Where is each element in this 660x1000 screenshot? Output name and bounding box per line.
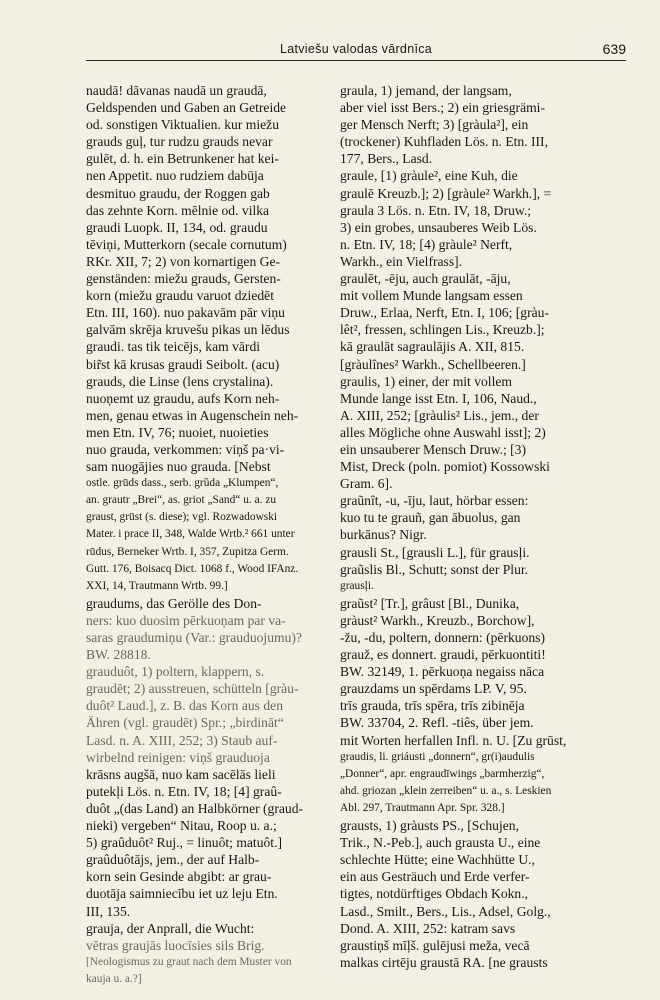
text-line: III, 135.	[86, 903, 131, 919]
page-number: 639	[602, 41, 626, 57]
text-line: putekļi Lös. n. Etn. IV, 18; [4] graû-	[86, 783, 282, 799]
text-line: BW. 32149, 1. pērkuoņa negaiss nāca	[340, 664, 545, 680]
text-line: men, genau etwas in Augenschein neh-	[86, 407, 299, 423]
text-line: vētras graujās luocīsies sils Brig.	[86, 937, 265, 953]
right-column	[340, 82, 626, 971]
text-line: Gutt. 176, Boisacq Dict. 1068 f., Wood IFAnz.	[86, 562, 299, 575]
text-line: nen Appetit. nuo rudziem dabūja	[86, 168, 264, 184]
text-line: Geldspenden und Gaben an Getreide	[86, 100, 287, 116]
text-line: kauja u. a.?]	[86, 972, 142, 985]
text-line: graule, [1) gràule², eine Kuh, die	[340, 168, 518, 184]
text-line: nuoņemt uz graudu, aufs Korn neh-	[86, 390, 280, 406]
text-line: duotāja saimniecību iet uz leju Etn.	[86, 886, 278, 902]
text-line: naudā! dāvanas naudā un graudā,	[86, 83, 267, 98]
text-line: grauja, der Anprall, die Wucht:	[86, 920, 255, 936]
text-line: graũst² [Tr.], grâust [Bl., Dunika,	[340, 595, 520, 611]
text-line: wirbelnd reinigen: viņš grauduoja	[86, 749, 270, 765]
text-line: graudi. tas tik teicējs, kam vārdi	[86, 339, 261, 355]
text-line: [gràulînes² Warkh., Schellbeeren.]	[340, 356, 526, 372]
text-line: Mater. i prace II, 348, Walde Wrtb.² 661 unter	[86, 528, 295, 541]
text-line: -žu, -du, poltern, donnern: (pērkuons)	[340, 630, 545, 645]
text-line: tigtes, notdürftiges Obdach Kokn.,	[340, 886, 529, 902]
text-line: bir̃st kā krusas graudi Seibolt. (acu)	[86, 356, 280, 372]
text-line: grauž, es donnert. graudi, pērkuontiti!	[340, 647, 546, 663]
text-line: ostle. grūds dass., serb. grȕda „Klumpen“,	[86, 477, 279, 490]
text-line: graũnît, -u, -īju, laut, hörbar essen:	[340, 493, 529, 509]
text-line: Etn. III, 160). nuo pakavām pār viņu	[86, 305, 285, 321]
text-line: nuo grauda, verkommen: viņš pa·vi-	[86, 441, 285, 457]
text-line: graulis, 1) einer, der mit vollem	[340, 373, 512, 389]
text-line: „Donner“, apr. engraudīwings „barmherzig“,	[340, 767, 545, 780]
text-line: kuo tu te grauñ, gan ābuolus, gan	[340, 510, 521, 526]
text-line: malkas cirtēju graustā RA. [ne grausts	[340, 954, 548, 970]
text-line: graûduôtājs, jem., der auf Halb-	[86, 852, 260, 868]
text-line: A. XIII, 252; [gràulis² Lis., jem., der	[340, 407, 539, 423]
text-line: duôt „(das Land) an Halbkörner (graud-	[86, 800, 304, 816]
text-line: gràust² Warkh., Kreuzb., Borchow],	[340, 612, 535, 628]
text-line: ger Mensch Nerft; 3) [gràula²], ein	[340, 117, 529, 133]
text-line: Munde lange isst Etn. I, 106, Naud.,	[340, 390, 537, 406]
text-line: graudi Luopk. II, 134, od. graudu	[86, 219, 268, 235]
text-line: ahd. griozan „klein zerreiben“ u. a., s. Leskien	[340, 784, 552, 797]
text-line: desmituo graudu, der Roggen gab	[86, 185, 270, 201]
text-line: korn sein Gesinde abgibt: ar grau-	[86, 869, 272, 885]
text-line: tēviņi, Mutterkorn (secale cornutum)	[86, 236, 287, 252]
left-column	[86, 82, 312, 988]
text-line: saras graudumiņu (Var.: grauduojumu)?	[86, 630, 302, 645]
text-line: graula, 1) jemand, der langsam,	[340, 83, 512, 98]
text-line: grauds, die Linse (lens crystalina).	[86, 373, 274, 389]
text-line: mit vollem Munde langsam essen	[340, 288, 523, 304]
text-line: ners: kuo duosim pērkuoņam par va-	[86, 612, 286, 628]
text-line: ein aus Gesträuch und Erde verfer-	[340, 869, 530, 885]
text-line: korn (miežu graudu varuot dziedēt	[86, 288, 274, 304]
text-line: grausļi.	[340, 579, 374, 592]
text-line: Dond. A. XIII, 252: katram savs	[340, 920, 516, 936]
text-line: men Etn. IV, 76; nuoiet, nuoieties	[86, 424, 269, 440]
text-line: lêt², fressen, schlingen Lis., Kreuzb.];	[340, 322, 545, 338]
text-line: kā graulāt sagraulājis A. XII, 815.	[340, 339, 525, 355]
text-line: mit Worten herfallen Infl. n. U. [Zu grūst,	[340, 732, 567, 748]
text-line: graũslis Bl., Schutt; sonst der Plur.	[340, 561, 529, 577]
text-line: 5) graûduôt² Ruj., = linuôt; matuôt.]	[86, 835, 282, 851]
text-line: graudums, das Gerölle des Don-	[86, 595, 262, 611]
text-line: alles Mögliche ohne Auswahl isst]; 2)	[340, 424, 546, 440]
text-line: [Neologismus zu graut nach dem Muster von	[86, 955, 292, 968]
text-line: grausli St., [grausli L.], für grausļi.	[340, 544, 530, 560]
text-line: BW. 33704, 2. Refl. -tiês, über jem.	[340, 715, 534, 731]
text-line: ein unsauberer Mensch Druw.; [3)	[340, 441, 526, 457]
text-line: Gram. 6].	[340, 476, 393, 492]
text-line: genständen: miežu grauds, Gersten-	[86, 271, 281, 287]
text-line: rūdus, Berneker Wrtb. I, 357, Zupitza Germ.	[86, 545, 289, 558]
text-line: (trockener) Kuhfladen Lös. n. Etn. III,	[340, 134, 548, 150]
text-line: graulē Kreuzb.]; 2) [gràule² Warkh.], =	[340, 185, 552, 201]
text-line: Lasd., Smilt., Bers., Lis., Adsel, Golg.,	[340, 903, 551, 919]
text-line: BW. 28818.	[86, 647, 151, 663]
text-line: burkānus? Nigr.	[340, 527, 427, 543]
text-line: graula 3 Lös. n. Etn. IV, 18, Druw.;	[340, 202, 532, 218]
text-line: krāsns augšā, nuo kam sacēlās lieli	[86, 766, 276, 782]
text-line: Druw., Erlaa, Nerft, Etn. I, 106; [gràu-	[340, 305, 549, 321]
text-line: 177, Bers., Lasd.	[340, 151, 433, 167]
text-line: galvām skrēja kruvešu pikas un lēdus	[86, 322, 290, 338]
text-line: trīs grauda, trīs spēra, trīs zibinēja	[340, 698, 525, 714]
text-line: gulēt, d. h. ein Betrunkener hat kei-	[86, 151, 279, 167]
text-line: graustiņš mīļš. gulējusi meža, vecā	[340, 937, 530, 953]
text-line: graust, grūst (s. diese); vgl. Rozwadowski	[86, 511, 278, 524]
text-line: duôt² Laud.], z. B. das Korn aus den	[86, 698, 283, 714]
text-line: grauzdams un spērdams LP. V, 95.	[340, 681, 527, 697]
text-line: grauduôt, 1) poltern, klappern, s.	[86, 664, 265, 680]
text-line: RKr. XII, 7; 2) von kornartigen Ge-	[86, 253, 281, 269]
text-line: Lasd. n. A. XIII, 252; 3) Staub auf-	[86, 732, 278, 748]
text-line: Abl. 297, Trautmann Apr. Spr. 328.]	[340, 801, 505, 814]
text-line: Trik., N.-Peb.], auch grausta U., eine	[340, 835, 541, 851]
text-line: an. grautr „Brei“, as. griot „Sand“ u. a. zu	[86, 494, 277, 507]
text-line: Ähren (vgl. graudēt) Spr.; „birdināt“	[86, 715, 284, 731]
text-line: Mist, Dreck (poln. pomiot) Kossowski	[340, 459, 550, 475]
text-line: Warkh., ein Vielfrass].	[340, 253, 463, 269]
running-title: Latviešu valodas vārdnīca	[279, 42, 433, 56]
text-line: graudis, li. griáusti „donnern“, gr(i)audulis	[340, 750, 535, 763]
page-header	[86, 42, 626, 61]
text-line: grausts, 1) gràusts PS., [Schujen,	[340, 818, 519, 834]
text-line: das zehnte Korn. mēlnie od. vilka	[86, 202, 270, 218]
text-line: graulēt, -ēju, auch graulāt, -āju,	[340, 271, 511, 287]
text-line: od. sonstigen Viktualien. kur miežu	[86, 117, 279, 133]
text-line: n. Etn. IV, 18; [4) gràule² Nerft,	[340, 236, 513, 252]
text-line: aber viel isst Bers.; 2) ein griesgrämi-	[340, 100, 545, 116]
text-line: 3) ein grobes, unsauberes Weib Lös.	[340, 219, 537, 235]
text-line: schlechte Hütte; eine Wachhütte U.,	[340, 852, 535, 868]
text-line: sam nuogājies nuo grauda. [Nebst	[86, 459, 271, 475]
text-line: graudēt; 2) ausstreuen, schütteln [gràu-	[86, 681, 299, 697]
text-line: nieki) vergeben“ Nitau, Roop u. a.;	[86, 818, 277, 834]
text-line: grauds guļ, tur rudzu grauds nevar	[86, 134, 273, 150]
text-line: XXI, 14, Trautmann Wrtb. 99.]	[86, 579, 228, 592]
